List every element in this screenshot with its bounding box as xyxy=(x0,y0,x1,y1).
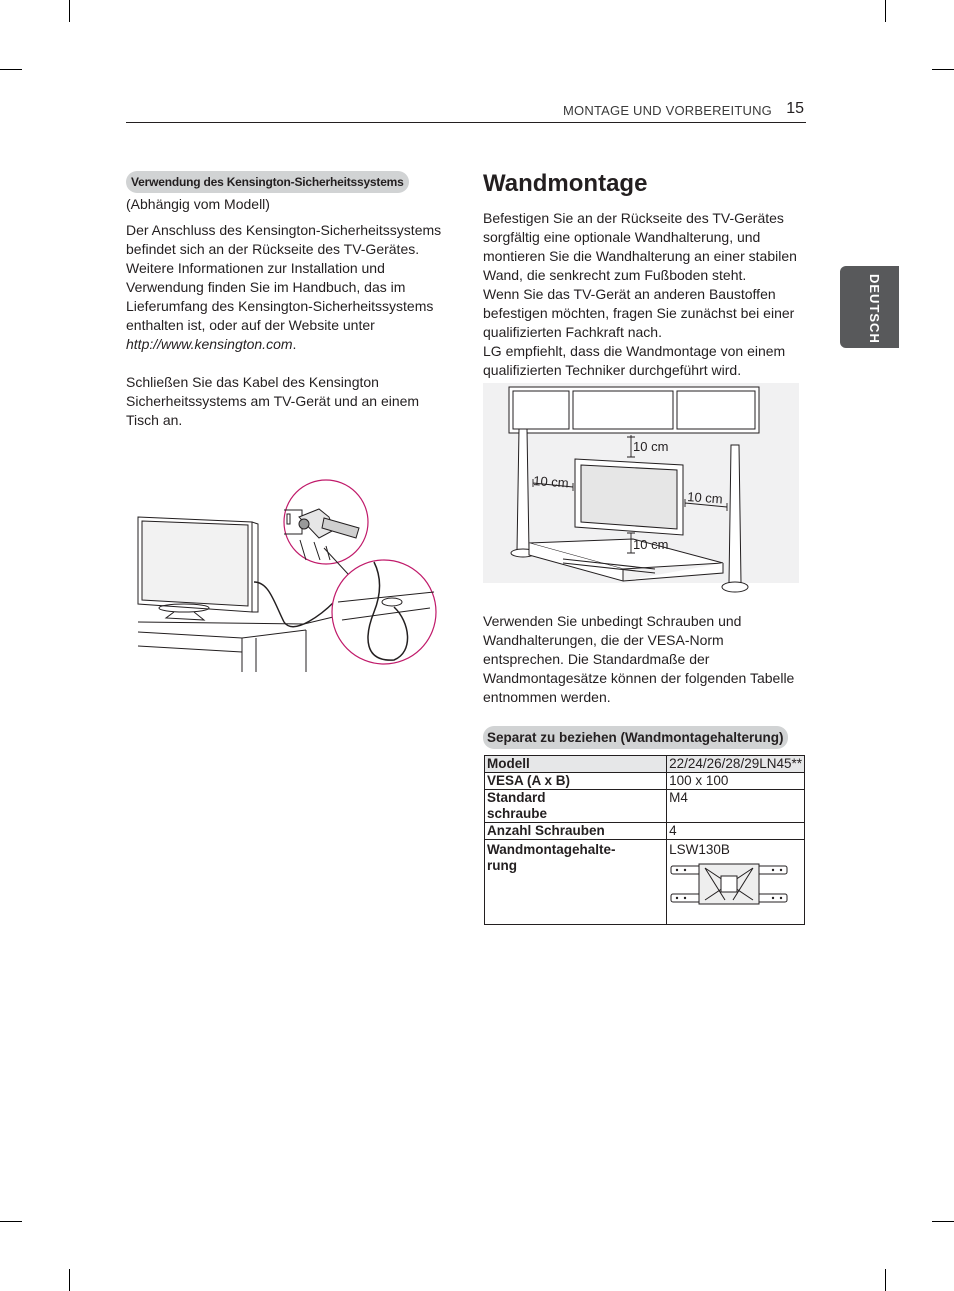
bracket-model: LSW130B xyxy=(669,842,730,857)
kensington-para2: Schließen Sie das Kabel des Kensington Sicherheitssystems am TV-Gerät und an einem Tisch an. xyxy=(126,374,420,428)
crop-mark xyxy=(932,1221,954,1222)
kensington-illustration xyxy=(134,462,440,674)
row-value xyxy=(667,840,805,925)
row-label-text: Wandmontagehalte-rung xyxy=(487,842,616,873)
dim-left-label: 10 cm xyxy=(532,473,570,491)
crop-mark xyxy=(69,1269,70,1291)
row-label xyxy=(485,840,667,925)
row-label: VESA (A x B) xyxy=(485,773,667,790)
table-row xyxy=(485,773,805,790)
kensington-subtitle: (Abhängig vom Modell) xyxy=(126,196,270,212)
page-header xyxy=(126,100,806,123)
row-value: 22/24/26/28/29LN45** xyxy=(667,756,805,773)
wall-para3: LG empfiehlt, dass die Wandmontage von einem qualifizierten Techniker durchgeführt wird. xyxy=(483,343,786,378)
table-row xyxy=(485,790,805,823)
row-label: Modell xyxy=(485,756,667,773)
wall-mount-title: Wandmontage xyxy=(483,170,648,197)
dim-top-label: 10 cm xyxy=(633,439,669,454)
dim-bottom-label: 10 cm xyxy=(633,537,669,552)
table-row xyxy=(485,840,805,925)
crop-mark xyxy=(932,69,954,70)
wall-para1: Befestigen Sie an der Rückseite des TV-Gerätes sorgfältig eine optionale Wandhalterung, und montieren Sie die Wandhalterung an einer stabilen Wand, die senkrecht zum Fußboden steht. xyxy=(483,210,797,283)
kensington-heading xyxy=(126,171,409,193)
table-row xyxy=(485,756,805,773)
language-tab xyxy=(840,266,899,348)
vesa-paragraph: Verwenden Sie unbedingt Schrauben und Wandhalterungen, die der VESA-Norm entsprechen. Die Standardmaße der Wandmontagesätze können der folgenden Tabelle entnommen werden. xyxy=(483,613,795,705)
crop-mark xyxy=(0,1221,22,1222)
wall-mount-body xyxy=(483,209,807,380)
row-label: Anzahl Schrauben xyxy=(485,823,667,840)
crop-mark xyxy=(885,1269,886,1291)
crop-mark xyxy=(0,69,22,70)
wall-mount-illustration xyxy=(483,383,801,605)
row-value: 4 xyxy=(667,823,805,840)
wall-para2: Wenn Sie das TV-Gerät an anderen Baustoffen befestigen möchten, fragen Sie zunächst bei einer qualifizierten Fachkraft nach. xyxy=(483,286,795,340)
separate-heading xyxy=(483,726,788,749)
row-value: M4 xyxy=(667,790,805,823)
spec-table xyxy=(484,755,805,925)
wall-bracket-image xyxy=(669,860,789,908)
dim-right-label: 10 cm xyxy=(686,489,724,507)
row-label: Standard schraube xyxy=(485,790,667,823)
kensington-heading-text: Verwendung des Kensington-Sicherheitssystems xyxy=(131,175,404,189)
separate-heading-text: Separat zu beziehen (Wandmontagehalterung) xyxy=(487,730,784,745)
kensington-url[interactable]: http://www.kensington.com xyxy=(126,336,293,352)
section-title: MONTAGE UND VORBEREITUNG xyxy=(563,103,772,118)
table-row xyxy=(485,823,805,840)
kensington-para1: Der Anschluss des Kensington-Sicherheitssystems befindet sich an der Rückseite des TV-Gerätes. Weitere Informationen zur Installation und Verwendung finden Sie im Handbuch, das im Lieferumfang des Kensington-Sicherheitssystems enthalten ist, oder auf der Website unter xyxy=(126,222,442,333)
page-number: 15 xyxy=(786,100,804,117)
crop-mark xyxy=(69,0,70,22)
kensington-body: Der Anschluss des Kensington-Sicherheitssystems befindet sich an der Rückseite des TV-Gerätes. Weitere Informationen zur Installation und Verwendung finden Sie im Handbuch, das im Lieferumfang des Kensington-Sicherheitssystems enthalten ist, oder auf der Website unter http://www.kensington.com. Schließen Sie das Kabel des Kensington Sicherheitssystems am TV-Gerät und an einem Tisch an. xyxy=(126,221,454,430)
language-tab-label: DEUTSCH xyxy=(867,274,882,344)
crop-mark xyxy=(885,0,886,22)
row-value: 100 x 100 xyxy=(667,773,805,790)
